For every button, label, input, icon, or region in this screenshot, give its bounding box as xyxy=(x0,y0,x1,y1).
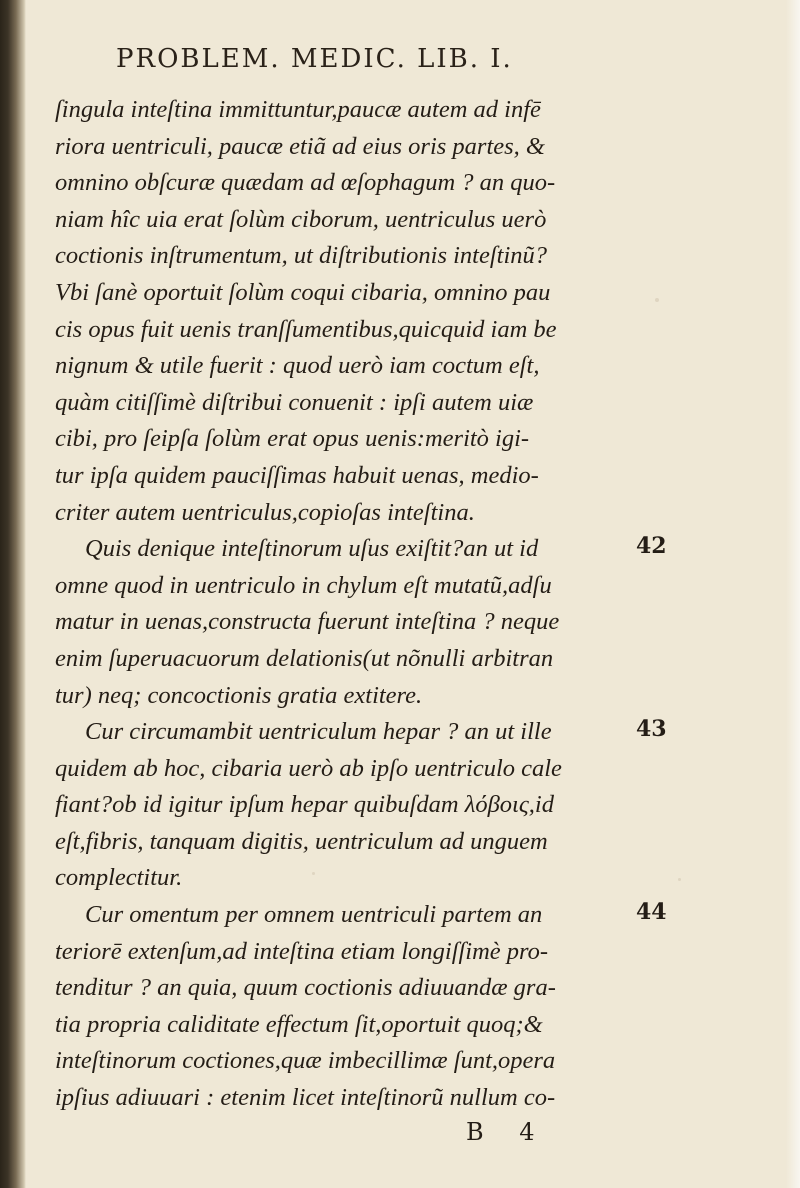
text-line: omnino obſcuræ quædam ad œſophagum ? an quo- xyxy=(55,169,556,197)
text-line: nignum & utile fuerit : quod uerò iam coctum eſt, xyxy=(55,352,540,380)
text-line: Cur omentum per omnem uentriculi partem an xyxy=(85,901,543,929)
text-line: omne quod in uentriculo in chylum eſt mutatũ,adſu xyxy=(55,571,552,599)
text-line: tia propria caliditate effectum ſit,oportuit quoq;& xyxy=(55,1010,543,1038)
text-line: ſingula inteſtina immittuntur,paucæ autem ad infē xyxy=(55,96,541,123)
paper-edge xyxy=(786,0,800,1188)
text-line: complectitur. xyxy=(55,864,183,892)
text-line: matur in uenas,constructa fuerunt inteſtina ? neque xyxy=(55,608,560,636)
binding-gutter xyxy=(0,0,26,1188)
text-line: tenditur ? an quia, quum coctionis adiuuandæ gra- xyxy=(55,974,556,1002)
text-line: criter autem uentriculus,copioſas inteſtina. xyxy=(55,498,475,526)
text-line: Cur circumambit uentriculum hepar ? an ut ille xyxy=(85,718,552,746)
text-line: cis opus fuit uenis tranſſumentibus,quicquid iam be xyxy=(55,315,557,343)
text-line: tur) neq; concoctionis gratia extitere. xyxy=(55,681,423,709)
text-line: ipſius adiuuari : etenim licet inteſtinorũ nullum co- xyxy=(55,1084,556,1112)
text-line: tur ipſa quidem pauciſſimas habuit uenas, medio- xyxy=(55,461,539,489)
text-line: eſt,fibris, tanquam digitis, uentriculum ad unguem xyxy=(55,827,548,855)
text-line: fiant?ob id igitur ipſum hepar quibuſdam λόβοις,id xyxy=(55,791,554,819)
text-line: Quis denique inteſtinorum uſus exiſtit?an ut id xyxy=(85,535,539,563)
margin-problem-number: 43 xyxy=(636,716,667,743)
signature-mark: B 4 xyxy=(466,1118,549,1146)
text-line: riora uentriculi, paucæ etiã ad eius oris partes, & xyxy=(55,132,545,160)
text-line: cibi, pro ſeipſa ſolùm erat opus uenis:meritò igi- xyxy=(55,425,530,453)
running-header: PROBLEM. MEDIC. LIB. I. xyxy=(116,44,513,74)
text-line: coctionis inſtrumentum, ut diſtributionis inteſtinũ? xyxy=(55,242,548,270)
text-line: niam hîc uia erat ſolùm ciborum, uentriculus uerò xyxy=(55,205,547,233)
margin-problem-number: 44 xyxy=(636,899,667,926)
text-line: quidem ab hoc, cibaria uerò ab ipſo uentriculo cale xyxy=(55,754,562,782)
text-line: inteſtinorum coctiones,quæ imbecillimæ ſunt,opera xyxy=(55,1047,556,1075)
margin-problem-number: 42 xyxy=(636,533,667,560)
text-line: quàm citiſſimè diſtribui conuenit : ipſi autem uiæ xyxy=(55,388,534,416)
text-block xyxy=(55,92,630,1117)
paper-spot xyxy=(655,298,659,302)
paper-spot xyxy=(678,878,681,881)
text-line: teriorē extenſum,ad inteſtina etiam longiſſimè pro- xyxy=(55,937,549,965)
text-line: Vbi ſanè oportuit ſolùm coqui cibaria, omnino pau xyxy=(55,278,551,306)
text-line: enim ſuperuacuorum delationis(ut nõnulli arbitran xyxy=(55,644,554,672)
